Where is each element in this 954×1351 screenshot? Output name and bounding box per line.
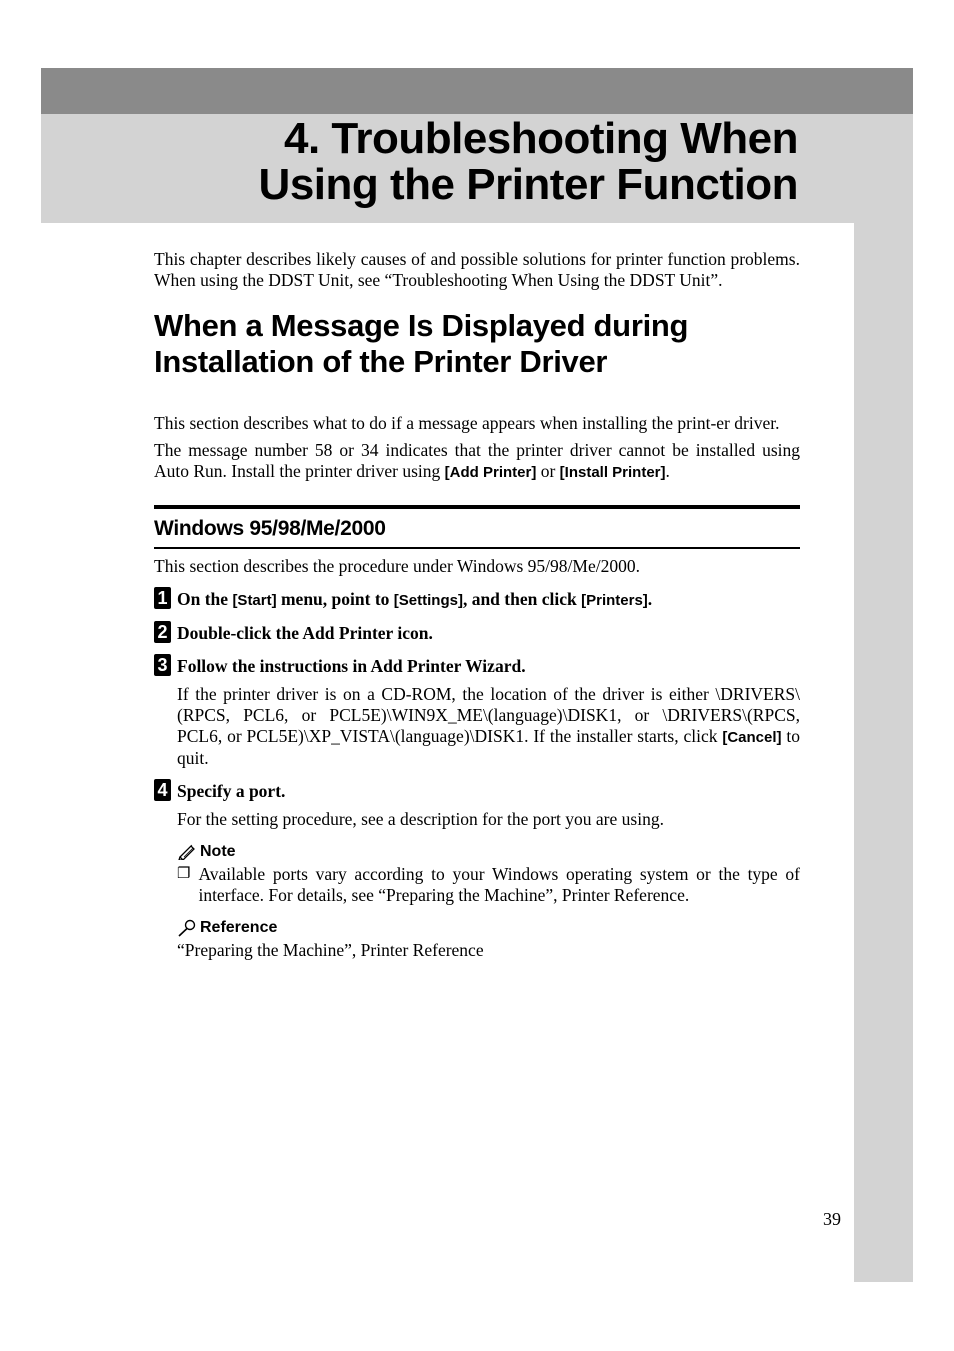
chapter-title-line2: Using the Printer Function — [258, 160, 798, 209]
step-number: 1 — [154, 587, 171, 609]
reference-label: Reference — [200, 919, 278, 936]
step-2 — [154, 623, 800, 644]
reference-heading — [177, 918, 800, 938]
step3-body-text2: to quit. — [177, 726, 800, 768]
step-heading — [177, 589, 800, 611]
para2-text1: The message number 58 or 34 indicates that the printer driver cannot be installed using Auto Run. Install the printer driver using — [154, 440, 800, 481]
magnifier-icon — [177, 919, 197, 937]
checkbox-marker-icon: ❐ — [177, 866, 191, 882]
section-title-line1: When a Message Is Displayed during — [154, 308, 689, 343]
para2-text3: . — [665, 461, 670, 481]
chapter-title-line1: 4. Troubleshooting When — [283, 114, 798, 163]
pencil-icon — [177, 844, 197, 860]
subsection-title: Windows 95/98/Me/2000 — [154, 517, 386, 540]
step1-text4: . — [647, 589, 653, 609]
start-menu-label: [Start] — [232, 592, 277, 609]
section-paragraph-2 — [154, 440, 800, 483]
step1-text1: On the — [177, 589, 233, 609]
cancel-label: [Cancel] — [722, 729, 782, 746]
step-1 — [154, 589, 800, 611]
page-content — [154, 249, 800, 961]
step3-body-text1: If the printer driver is on a CD-ROM, the location of the driver is either \DRIVERS\(RPCS, PCL6, or PCL5E)\WIN9X_ME\(language)\DISK1, or \DRIVERS\(RPCS, PCL6, or PCL5E)\XP_VISTA\(language)\DISK1. If the installer starts, click — [177, 684, 800, 746]
section-title-line2: Installation of the Printer Driver — [154, 344, 608, 379]
step1-text2: menu, point to — [276, 589, 394, 609]
subsection-header — [154, 505, 800, 549]
step-3 — [154, 656, 800, 769]
step-number: 3 — [154, 654, 171, 676]
side-tab-band — [854, 223, 913, 1282]
section-paragraph-1: This section describes what to do if a message appears when installing the print-er driver. — [154, 413, 780, 433]
step1-text3: , and then click — [462, 589, 582, 609]
page-number: 39 — [823, 1209, 841, 1229]
add-printer-label: [Add Printer] — [444, 464, 537, 481]
section-title — [154, 308, 800, 380]
settings-label: [Settings] — [393, 592, 463, 609]
para2-text2: or — [536, 461, 560, 481]
reference-text: “Preparing the Machine”, Printer Reference — [177, 940, 484, 960]
step-4 — [154, 781, 800, 830]
install-printer-label: [Install Printer] — [559, 464, 666, 481]
chapter-title — [259, 116, 798, 208]
note-block — [154, 842, 800, 961]
step-body: For the setting procedure, see a description for the port you are using. — [177, 809, 664, 829]
step-body — [177, 684, 800, 769]
step-number: 2 — [154, 621, 171, 643]
header-band-dark — [41, 68, 913, 114]
note-heading — [177, 842, 800, 862]
step-number: 4 — [154, 779, 171, 801]
step-heading: Follow the instructions in Add Printer Wizard. — [177, 656, 526, 676]
intro-paragraph: This chapter describes likely causes of and possible solutions for printer function problems. When using the DDST Unit, see “Troubleshooting When Using the DDST Unit”. — [154, 249, 800, 290]
printers-label: [Printers] — [581, 592, 648, 609]
subsection-description: This section describes the procedure under Windows 95/98/Me/2000. — [154, 556, 640, 576]
step-heading: Specify a port. — [177, 781, 286, 801]
step-heading: Double-click the Add Printer icon. — [177, 623, 433, 643]
note-item — [177, 864, 800, 906]
note-label: Note — [200, 843, 236, 860]
note-text: Available ports vary according to your Windows operating system or the type of interface. For details, see “Preparing the Machine”, Printer Reference. — [198, 864, 800, 905]
